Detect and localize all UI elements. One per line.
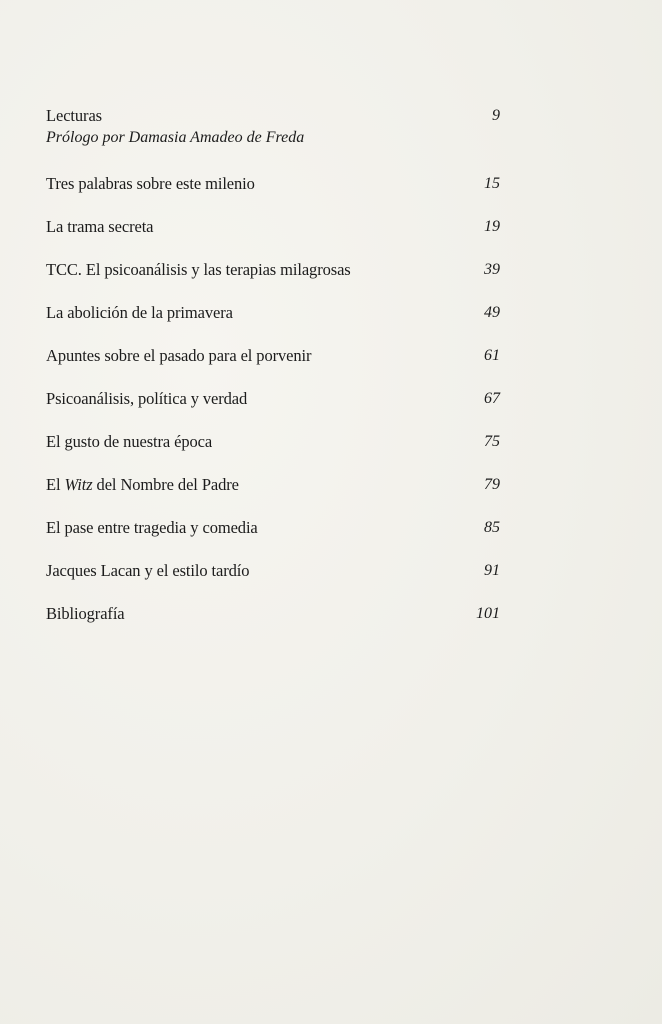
toc-entry-page: 79 xyxy=(484,476,500,493)
toc-entry xyxy=(46,346,500,389)
toc-entry-title: Apuntes sobre el pasado para el porvenir xyxy=(46,346,312,365)
toc-entry xyxy=(46,174,500,217)
toc-entry-title: Jacques Lacan y el estilo tardío xyxy=(46,561,250,580)
toc-entry xyxy=(46,604,500,647)
toc-entry xyxy=(46,260,500,303)
toc-entry xyxy=(46,217,500,260)
toc-entry-title: La trama secreta xyxy=(46,217,154,236)
toc-entry-page: 9 xyxy=(492,107,500,124)
toc-entry-title: El gusto de nuestra época xyxy=(46,432,213,451)
toc-entry xyxy=(46,389,500,432)
toc-entry-title: Lecturas xyxy=(46,106,102,125)
toc-entry xyxy=(46,561,500,604)
toc-entry xyxy=(46,303,500,346)
toc-entry-page: 49 xyxy=(484,304,500,321)
toc-entry-page: 75 xyxy=(484,433,500,450)
toc-entry-page: 67 xyxy=(484,390,500,407)
toc-entry-page: 39 xyxy=(484,261,500,278)
toc-entry xyxy=(46,106,500,174)
toc-entry xyxy=(46,432,500,475)
toc-entry xyxy=(46,475,500,518)
toc-entry-title-em: Witz xyxy=(64,475,93,494)
toc-entry-page: 85 xyxy=(484,519,500,536)
toc-entry-title: Psicoanálisis, política y verdad xyxy=(46,389,248,408)
toc-entry-title: El pase entre tragedia y comedia xyxy=(46,518,258,537)
toc-entry-page: 15 xyxy=(484,175,500,192)
toc-entry-title-post: del Nombre del Padre xyxy=(92,475,239,494)
toc-entry-page: 19 xyxy=(484,218,500,235)
toc-entry-page: 61 xyxy=(484,347,500,364)
toc-entry-title: Bibliografía xyxy=(46,604,125,623)
toc-entry-title: TCC. El psicoanálisis y las terapias milagrosas xyxy=(46,260,351,279)
toc-entry xyxy=(46,518,500,561)
toc-entry-title xyxy=(46,475,239,495)
toc-entry-title: Tres palabras sobre este milenio xyxy=(46,174,255,193)
toc-entry-subtitle: Prólogo por Damasia Amadeo de Freda xyxy=(46,129,305,146)
table-of-contents xyxy=(46,106,500,647)
toc-entry-page: 101 xyxy=(476,605,500,622)
toc-entry-title: La abolición de la primavera xyxy=(46,303,233,322)
toc-entry-title-pre: El xyxy=(46,475,65,494)
toc-entry-page: 91 xyxy=(484,562,500,579)
